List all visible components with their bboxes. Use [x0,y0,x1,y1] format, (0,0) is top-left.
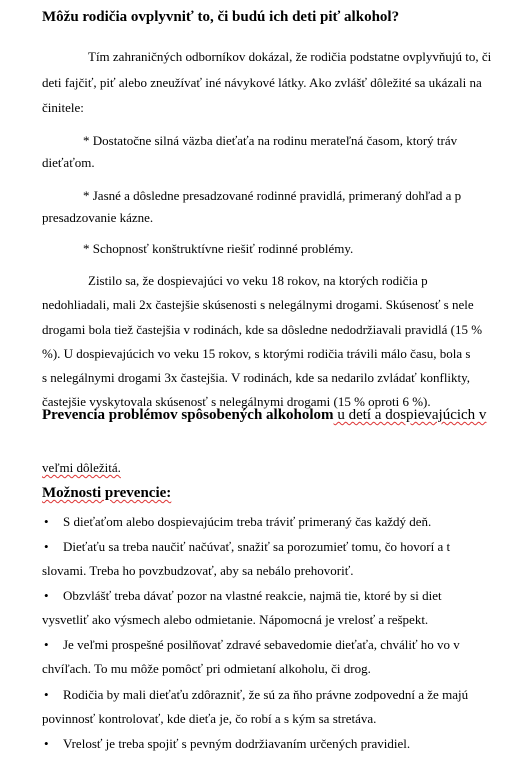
paragraph-line: nedohliadali, mali 2x častejšie skúsenosti s nelegálnymi drogami. Skúsenosť s nele [42,297,474,312]
list-item-line: presadzovanie kázne. [42,210,154,225]
list-item-line: povinnosť kontrolovať, kde dieťa je, čo robí a s kým sa stretáva. [42,711,377,726]
heading-options-text: Možnosti prevencie: [42,485,172,501]
paragraph-line: s nelegálnymi drogami 3x častejšia. V rodinách, kde sa nedarilo zvládať konflikty, [42,370,471,385]
list-item-line: * Schopnosť konštruktívne riešiť rodinné problémy. [83,241,354,256]
paragraph-line: %). U dospievajúcich vo veku 15 rokov, s ktorými rodičia trávili málo času, bola s [42,346,471,361]
bullet-icon: • [44,514,49,529]
heading-prevention-line2-text: veľmi dôležitá. [42,460,121,475]
list-item-line: Je veľmi prospešné posilňovať zdravé sebavedomie dieťaťa, chváliť ho vo v [63,637,460,652]
list-item-line: Vrelosť je treba spojiť s pevným dodržiavaním určených pravidiel. [63,736,411,751]
heading-main: Môžu rodičia ovplyvniť to, či budú ich deti piť alkohol? [42,9,400,25]
list-item-line: vysvetliť ako výsmech alebo odmietanie. Nápomocná je vrelosť a rešpekt. [42,612,429,627]
heading-prevention-rest: u detí a dospievajúcich v [333,407,487,423]
paragraph-line: deti fajčiť, piť alebo zneužívať iné návykové látky. Ako zvlášť dôležité sa ukázali na [42,75,482,90]
heading-options [42,485,171,501]
bullet-icon: • [44,687,49,702]
paragraph-line: činitele: [42,100,84,115]
paragraph-line: drogami bola tiež častejšia v rodinách, kde sa dôsledne nedodržiavali pravidlá (15 % [42,322,483,337]
heading-prevention-line2 [42,460,121,476]
paragraph-line: Zistilo sa, že dospievajúci vo veku 18 rokov, na ktorých rodičia p [88,273,428,288]
heading-prevention [42,407,486,423]
bullet-icon: • [44,736,49,751]
list-item-line: * Dostatočne silná väzba dieťaťa na rodinu merateľná časom, ktorý tráv [83,133,458,148]
list-item-line: slovami. Treba ho povzbudzovať, aby sa nebálo prehovoriť. [42,563,354,578]
heading-prevention-bold: Prevencia problémov spôsobených alkoholom [42,407,334,423]
paragraph-line: častejšie vyskytovala skúsenosť s nelegálnymi drogami (15 % oproti 6 %). [42,394,431,409]
list-item-line: S dieťaťom alebo dospievajúcim treba tráviť primeraný čas každý deň. [63,514,432,529]
list-item-line: Obzvlášť treba dávať pozor na vlastné reakcie, najmä tie, ktoré by si diet [63,588,442,603]
bullet-icon: • [44,588,49,603]
list-item-line: dieťaťom. [42,155,95,170]
bullet-icon: • [44,637,49,652]
list-item-line: chvíľach. To mu môže pomôcť pri odmietaní alkoholu, či drog. [42,661,371,676]
list-item-line: Dieťaťu sa treba naučiť načúvať, snažiť sa porozumieť tomu, čo hovorí a t [63,539,451,554]
list-item-line: Rodičia by mali dieťaťu zdôrazniť, že sú za ňho právne zodpovední a že majú [63,687,469,702]
list-item-line: * Jasné a dôsledne presadzované rodinné pravidlá, primeraný dohľad a p [83,188,462,203]
bullet-icon: • [44,539,49,554]
paragraph-line: Tím zahraničných odborníkov dokázal, že rodičia podstatne ovplyvňujú to, či [88,49,492,64]
